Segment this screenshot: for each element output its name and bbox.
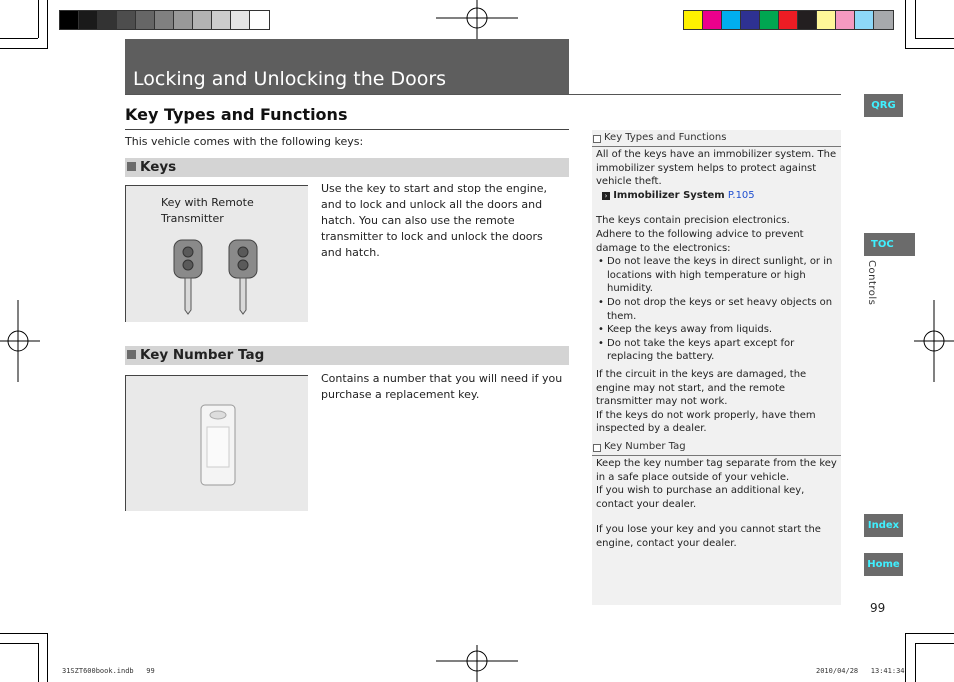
calibration-swatch [855,11,874,29]
section-title: Key Types and Functions [125,105,348,124]
note-purchase: If you wish to purchase an additional key, contact your dealer. [596,485,805,510]
calibration-swatch [193,11,212,29]
note-icon [593,444,601,452]
calibration-swatch [212,11,231,29]
calibration-swatch [155,11,174,29]
notes-heading-key-types [592,130,841,147]
caption-line-2: Transmitter [161,212,224,225]
calibration-swatch [117,11,136,29]
calibration-swatch [79,11,98,29]
advice-item: • Do not drop the keys or set heavy objects on them. [596,296,838,323]
tag-description: Contains a number that you will need if you purchase a replacement key. [321,372,563,401]
remote-key-icon [170,238,265,318]
notes-body-1 [596,148,838,436]
calibration-swatch [741,11,760,29]
calibration-swatch [136,11,155,29]
index-button[interactable]: Index [864,514,903,537]
cross-reference[interactable] [596,189,838,203]
caption-line-1: Key with Remote [161,196,254,209]
calibration-swatch [760,11,779,29]
note-keep-separate: Keep the key number tag separate from the key in a safe place outside of your vehicle. [596,458,837,483]
tag-heading-text: Key Number Tag [140,347,265,363]
page-title: Locking and Unlocking the Doors [133,68,447,90]
calibration-swatch [98,11,117,29]
color-calibration-bar [683,10,894,30]
calibration-swatch [250,11,269,29]
note-electronics: The keys contain precision electronics. [596,215,790,227]
chapter-label: Controls [866,260,877,306]
keys-heading [125,158,569,177]
key-tag-icon [199,403,239,487]
section-rule [125,129,569,130]
key-number-tag-illustration [125,375,308,511]
note-dealer: If the keys do not work properly, have them inspected by a dealer. [596,409,816,435]
arrow-icon: › [602,192,610,200]
keys-illustration-caption [161,195,254,227]
note-circuit-damage: If the circuit in the keys are damaged, the engine may not start, and the remote transmitter may not work. [596,368,807,408]
bullet-square [127,350,136,359]
notes-body-2 [596,457,838,551]
calibration-swatch [231,11,250,29]
advice-list [596,255,838,364]
calibration-swatch [722,11,741,29]
reference-label: Immobilizer System [613,189,725,201]
calibration-swatch [703,11,722,29]
notes-heading-key-number-tag [592,439,841,456]
registration-target-left [0,300,40,382]
home-button[interactable]: Home [864,553,903,576]
toc-button[interactable]: TOC [864,233,915,256]
keys-description: Use the key to start and stop the engine, and to lock and unlock all the doors and hatch. You can also use the remote transmitter to lock and unlock the doors and hatch. [321,182,548,259]
advice-item: • Keep the keys away from liquids. [596,323,838,337]
section-intro: This vehicle comes with the following keys: [125,135,364,148]
page-number: 99 [870,601,886,615]
registration-target-top [436,0,518,40]
note-icon [593,135,601,143]
advice-item: • Do not take the keys apart except for replacing the battery. [596,337,838,364]
advice-item: • Do not leave the keys in direct sunlight, or in locations with high temperature or high humidity. [596,255,838,296]
footer-date: 2010/04/28 13:41:34 [816,667,905,675]
calibration-swatch [874,11,893,29]
note-advice: Adhere to the following advice to prevent damage to the electronics: [596,228,804,254]
qrg-button[interactable]: QRG [864,94,903,117]
footer-file: 31SZT600book.indb 99 [62,667,155,675]
keys-heading-text: Keys [140,159,177,175]
calibration-swatch [174,11,193,29]
calibration-swatch [779,11,798,29]
registration-target-right [914,300,954,382]
reference-page-link[interactable]: P.105 [727,189,755,201]
chapter-title-bar [125,39,569,94]
title-rule [125,94,841,95]
note-lost-key: If you lose your key and you cannot start the engine, contact your dealer. [596,524,821,549]
bullet-square [127,162,136,171]
grayscale-calibration-bar [59,10,270,30]
note-immobilizer: All of the keys have an immobilizer system. The immobilizer system helps to protect against vehicle theft. [596,149,837,188]
keys-illustration [125,185,308,322]
calibration-swatch [836,11,855,29]
registration-target-bottom [436,645,518,682]
notes-heading-key-number-tag-text: Key Number Tag [604,441,686,452]
calibration-swatch [60,11,79,29]
tag-heading [125,346,569,365]
calibration-swatch [684,11,703,29]
calibration-swatch [817,11,836,29]
notes-heading-key-types-text: Key Types and Functions [604,132,727,143]
calibration-swatch [798,11,817,29]
